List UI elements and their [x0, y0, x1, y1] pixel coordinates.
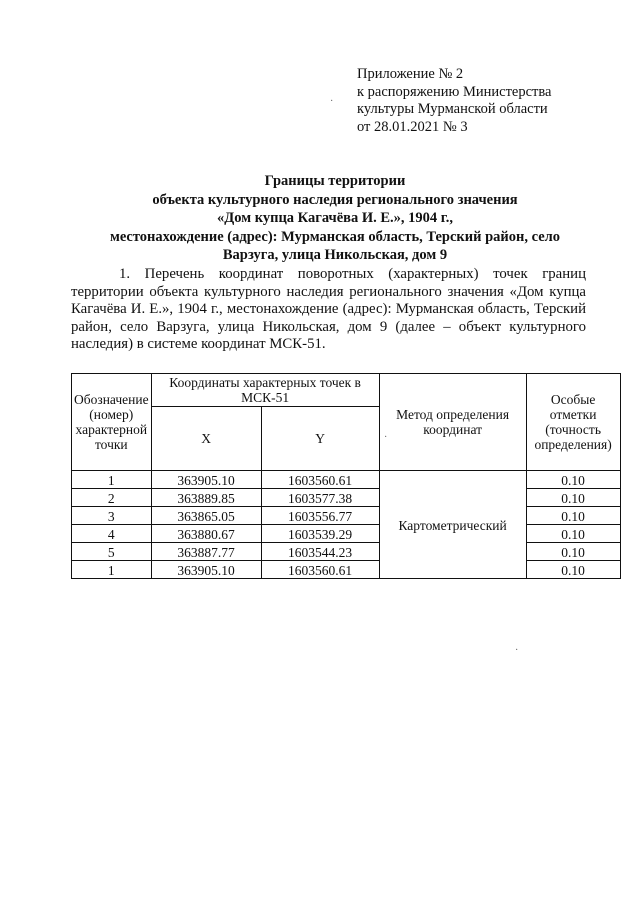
scan-speck: · [515, 645, 519, 656]
coord-x: 363880.67 [151, 525, 261, 543]
title-line-1: Границы территории [264, 173, 406, 189]
point-number: 4 [72, 525, 152, 543]
table-row [72, 525, 621, 543]
header-y: Y [261, 407, 379, 471]
coord-y: 1603544.23 [261, 543, 379, 561]
accuracy: 0.10 [526, 471, 620, 489]
accuracy: 0.10 [526, 489, 620, 507]
appendix-number: Приложение № 2 [357, 66, 464, 82]
header-method: Метод определения координат [379, 374, 526, 471]
coord-y: 1603556.77 [261, 507, 379, 525]
table-row [72, 561, 621, 579]
accuracy: 0.10 [526, 561, 620, 579]
point-number: 2 [72, 489, 152, 507]
title-line-2: объекта культурного наследия регионального значения [152, 191, 518, 208]
accuracy: 0.10 [526, 507, 620, 525]
coord-x: 363905.10 [151, 471, 261, 489]
table-row [72, 543, 621, 561]
coordinates-paragraph: 1. Перечень координат поворотных (характерных) точек границ территории объекта культурного наследия регионального значения «Дом купца Кагачёва И. Е.», 1904 г., местонахождение (адрес): Мурманская область, Терский район, село Варзуга, улица Никольская, дом 9 (далее – объект культурного наследия) в системе координат МСК-51. [71, 266, 586, 352]
point-number: 5 [72, 543, 152, 561]
title-line-3: «Дом купца Кагачёва И. Е.», 1904 г., [217, 210, 453, 226]
coord-x: 363889.85 [151, 489, 261, 507]
header-coordinates: Координаты характерных точек в МСК-51 [151, 374, 379, 407]
scan-speck: · [330, 96, 334, 107]
coord-y: 1603577.38 [261, 489, 379, 507]
document-title [40, 172, 630, 265]
accuracy: 0.10 [526, 543, 620, 561]
appendix-header [357, 66, 551, 136]
point-number: 3 [72, 507, 152, 525]
title-line-5: Варзуга, улица Никольская, дом 9 [222, 247, 448, 263]
accuracy: 0.10 [526, 525, 620, 543]
coord-y: 1603560.61 [261, 471, 379, 489]
appendix-ministry: культуры Мурманской области [357, 101, 548, 117]
coordinates-table [71, 373, 621, 579]
method-value: Картометрический [379, 471, 526, 579]
table-row [72, 507, 621, 525]
point-number: 1 [72, 471, 152, 489]
coord-x: 363865.05 [151, 507, 261, 525]
coord-y: 1603539.29 [261, 525, 379, 543]
scan-speck: · [384, 432, 388, 443]
appendix-order-ref: к распоряжению Министерства [357, 83, 552, 100]
header-point-designation: Обозначение (номер) характерной точки [72, 374, 152, 471]
coord-y: 1603560.61 [261, 561, 379, 579]
title-line-4: местонахождение (адрес): Мурманская область, Терский район, село [109, 228, 561, 245]
coord-x: 363905.10 [151, 561, 261, 579]
header-x: X [151, 407, 261, 471]
header-notes: Особые отметки (точность определения) [526, 374, 620, 471]
table-row [72, 471, 621, 489]
appendix-date: от 28.01.2021 № 3 [357, 118, 468, 135]
table-row [72, 489, 621, 507]
point-number: 1 [72, 561, 152, 579]
table-header-row [72, 374, 621, 407]
coord-x: 363887.77 [151, 543, 261, 561]
